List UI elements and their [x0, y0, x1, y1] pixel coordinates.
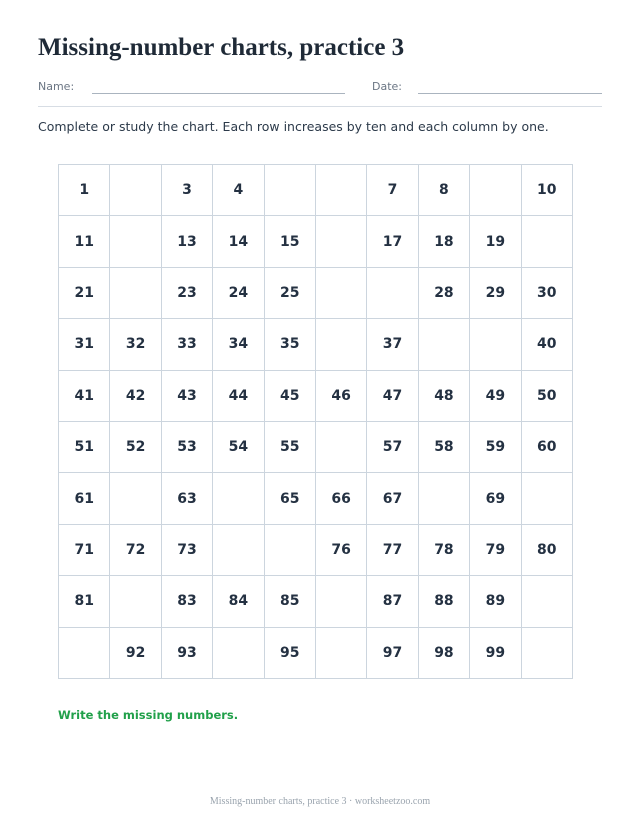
- number-cell: 48: [418, 370, 469, 421]
- chart-row: [59, 627, 573, 678]
- number-cell: 24: [213, 267, 264, 318]
- blank-cell[interactable]: [110, 576, 161, 627]
- chart-row: [59, 421, 573, 472]
- number-cell: 18: [418, 216, 469, 267]
- number-cell: 78: [418, 524, 469, 575]
- number-cell: 77: [367, 524, 418, 575]
- blank-cell[interactable]: [315, 165, 366, 216]
- chart-row: [59, 370, 573, 421]
- number-cell: 10: [521, 165, 572, 216]
- number-chart: [58, 164, 573, 679]
- blank-cell[interactable]: [521, 216, 572, 267]
- name-date-row: [38, 80, 602, 107]
- number-cell: 69: [470, 473, 521, 524]
- blank-cell[interactable]: [418, 319, 469, 370]
- number-cell: 13: [161, 216, 212, 267]
- blank-cell[interactable]: [213, 627, 264, 678]
- number-cell: 43: [161, 370, 212, 421]
- number-cell: 80: [521, 524, 572, 575]
- number-cell: 45: [264, 370, 315, 421]
- number-cell: 25: [264, 267, 315, 318]
- blank-cell[interactable]: [315, 421, 366, 472]
- number-cell: 4: [213, 165, 264, 216]
- number-cell: 11: [59, 216, 110, 267]
- number-cell: 55: [264, 421, 315, 472]
- number-cell: 41: [59, 370, 110, 421]
- chart-row: [59, 473, 573, 524]
- blank-cell[interactable]: [264, 165, 315, 216]
- number-cell: 47: [367, 370, 418, 421]
- number-cell: 99: [470, 627, 521, 678]
- number-cell: 67: [367, 473, 418, 524]
- number-cell: 85: [264, 576, 315, 627]
- blank-cell[interactable]: [213, 524, 264, 575]
- number-cell: 46: [315, 370, 366, 421]
- number-cell: 31: [59, 319, 110, 370]
- chart-row: [59, 165, 573, 216]
- chart-row: [59, 576, 573, 627]
- number-cell: 59: [470, 421, 521, 472]
- page-footer: Missing-number charts, practice 3 · worksheetzoo.com: [209, 796, 431, 807]
- blank-cell[interactable]: [315, 216, 366, 267]
- number-cell: 60: [521, 421, 572, 472]
- number-cell: 32: [110, 319, 161, 370]
- number-cell: 66: [315, 473, 366, 524]
- task-prompt: Write the missing numbers.: [58, 708, 239, 722]
- number-cell: 19: [470, 216, 521, 267]
- number-cell: 58: [418, 421, 469, 472]
- number-cell: 51: [59, 421, 110, 472]
- chart-row: [59, 267, 573, 318]
- worksheet-title: Missing-number charts, practice 3: [38, 34, 405, 61]
- number-cell: 37: [367, 319, 418, 370]
- number-cell: 50: [521, 370, 572, 421]
- blank-cell[interactable]: [470, 165, 521, 216]
- blank-cell[interactable]: [264, 524, 315, 575]
- number-cell: 79: [470, 524, 521, 575]
- number-cell: 95: [264, 627, 315, 678]
- number-cell: 49: [470, 370, 521, 421]
- blank-cell[interactable]: [110, 165, 161, 216]
- number-cell: 89: [470, 576, 521, 627]
- number-cell: 81: [59, 576, 110, 627]
- blank-cell[interactable]: [521, 627, 572, 678]
- blank-cell[interactable]: [315, 267, 366, 318]
- chart-row: [59, 524, 573, 575]
- number-cell: 3: [161, 165, 212, 216]
- number-cell: 8: [418, 165, 469, 216]
- number-cell: 87: [367, 576, 418, 627]
- blank-cell[interactable]: [110, 473, 161, 524]
- number-cell: 73: [161, 524, 212, 575]
- number-cell: 1: [59, 165, 110, 216]
- blank-cell[interactable]: [470, 319, 521, 370]
- number-cell: 97: [367, 627, 418, 678]
- number-cell: 98: [418, 627, 469, 678]
- number-cell: 30: [521, 267, 572, 318]
- number-cell: 61: [59, 473, 110, 524]
- date-field-line[interactable]: [418, 93, 602, 94]
- number-cell: 57: [367, 421, 418, 472]
- blank-cell[interactable]: [315, 319, 366, 370]
- blank-cell[interactable]: [315, 627, 366, 678]
- chart-row: [59, 319, 573, 370]
- number-cell: 15: [264, 216, 315, 267]
- number-cell: 53: [161, 421, 212, 472]
- number-cell: 65: [264, 473, 315, 524]
- blank-cell[interactable]: [521, 576, 572, 627]
- number-cell: 7: [367, 165, 418, 216]
- blank-cell[interactable]: [213, 473, 264, 524]
- number-cell: 34: [213, 319, 264, 370]
- number-cell: 21: [59, 267, 110, 318]
- number-cell: 52: [110, 421, 161, 472]
- chart-row: [59, 216, 573, 267]
- number-cell: 33: [161, 319, 212, 370]
- date-label: Date:: [372, 80, 402, 93]
- number-cell: 93: [161, 627, 212, 678]
- blank-cell[interactable]: [418, 473, 469, 524]
- number-cell: 76: [315, 524, 366, 575]
- number-cell: 54: [213, 421, 264, 472]
- number-cell: 72: [110, 524, 161, 575]
- blank-cell[interactable]: [59, 627, 110, 678]
- number-cell: 35: [264, 319, 315, 370]
- number-cell: 88: [418, 576, 469, 627]
- number-cell: 17: [367, 216, 418, 267]
- blank-cell[interactable]: [110, 267, 161, 318]
- number-cell: 92: [110, 627, 161, 678]
- number-cell: 84: [213, 576, 264, 627]
- name-field-line[interactable]: [92, 93, 345, 94]
- instructions-text: Complete or study the chart. Each row increases by ten and each column by one.: [38, 119, 549, 134]
- number-cell: 23: [161, 267, 212, 318]
- blank-cell[interactable]: [521, 473, 572, 524]
- blank-cell[interactable]: [110, 216, 161, 267]
- number-cell: 63: [161, 473, 212, 524]
- number-cell: 71: [59, 524, 110, 575]
- number-cell: 29: [470, 267, 521, 318]
- blank-cell[interactable]: [315, 576, 366, 627]
- number-cell: 83: [161, 576, 212, 627]
- number-cell: 14: [213, 216, 264, 267]
- number-cell: 28: [418, 267, 469, 318]
- name-label: Name:: [38, 80, 75, 93]
- number-cell: 44: [213, 370, 264, 421]
- number-cell: 42: [110, 370, 161, 421]
- number-cell: 40: [521, 319, 572, 370]
- blank-cell[interactable]: [367, 267, 418, 318]
